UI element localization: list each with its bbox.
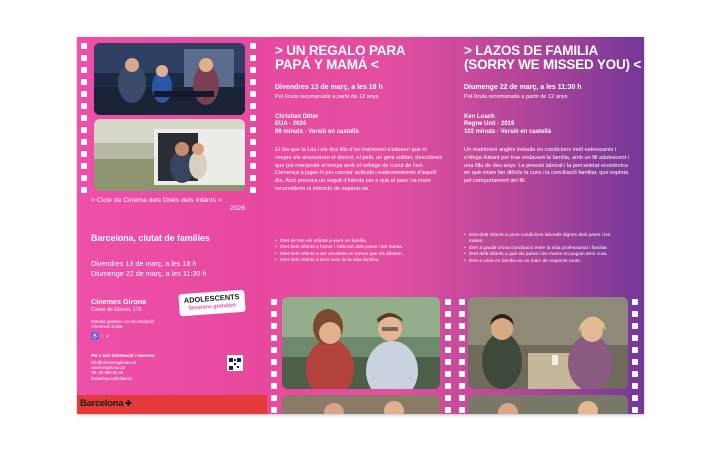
film-2-credits — [464, 114, 551, 136]
panel-program — [77, 37, 267, 414]
film-still-family-cinema — [94, 43, 245, 115]
adolescents-badge — [178, 290, 245, 317]
film-1-title-line1: > UN REGALO PARA — [275, 43, 406, 58]
cycle-title: > Cicle de Cinema dels Drets dels Infants < — [91, 197, 222, 204]
film-2-rights-list — [464, 233, 614, 265]
film-1-still-2 — [282, 395, 440, 414]
list-item: • Dret dels infants a ser escoltats en temes que els afecten. — [275, 252, 447, 258]
film-2-still-2 — [468, 395, 628, 414]
film-strip-right — [248, 37, 258, 414]
fine-print — [91, 319, 201, 329]
list-item: • Dret de tots els infants a viure en família. — [275, 239, 447, 245]
film-1-director: Christian Ditter — [275, 114, 319, 120]
badge-sublabel: Sessions gratuïtes — [188, 302, 237, 312]
film-2-still — [468, 297, 628, 389]
film-2-session: Diumenge 22 de març, a les 11:30 h — [464, 84, 582, 91]
film-2-runtime: 102 minuts · Versió en castellà — [464, 128, 552, 135]
info-line: barcelona.cat/infancia — [91, 375, 132, 381]
film-strip-right — [443, 295, 453, 414]
list-item: • Dret dels infants a tenir cura de la vida familiar. — [275, 258, 447, 264]
film-2-director: Ken Loach — [464, 114, 495, 120]
film-1-session: Divendres 13 de març, a les 18 h — [275, 84, 383, 91]
wheelchair-icon: ♿ — [91, 334, 101, 340]
film-strip-left — [269, 295, 279, 414]
barcelona-logo-text: Barcelona — [80, 398, 124, 409]
city-title: Barcelona, clutat de famílies — [91, 233, 210, 243]
film-2-title — [464, 44, 641, 72]
brochure — [77, 37, 644, 414]
info-line: info@cinemesgirona.cat — [91, 360, 136, 365]
venue-name: Cinemes Girona — [91, 297, 147, 306]
film-1-still — [282, 297, 440, 389]
film-still-van — [94, 119, 245, 191]
date-2: Diumenge 22 de març, a les 11:30 h — [91, 269, 207, 278]
film-2-synopsis: Un matrimoni anglès treballa en condicions molt estressants i s'ofega lluitant per tirar endavant la família, amb un fill adolescent i una filla de deu anys. La pressió laboral i la precarietat econòmica en què viuen fan difícils la cura i la conciliació familiar, que explota pel comportament del fill. — [464, 147, 629, 185]
film-1-title-line2: PAPÁ Y MAMÁ < — [275, 57, 379, 72]
info-heading: Per a més informació i reserves: — [91, 353, 156, 358]
panel-film-1 — [267, 37, 455, 414]
film-2-country-year: Regne Unit · 2019 — [464, 121, 515, 128]
audio-icon: ◐ — [106, 334, 112, 340]
film-strip-right — [630, 295, 640, 414]
list-item: • Dret dels infants a l'amor i l'afecció dels pares i les mares. — [275, 245, 447, 251]
film-1-synopsis: El dia que la Lila i els dos fills d'un matrimoni s'adonen que el vespre els anunciaran el divorci, el petit, un geni solitari, descobreix que pot manipular el temps amb el rellotge de cucut de l'avi. Comença a jugar-hi per canviar actituds i esdeveniments d'aquell dia. Això provoca un seguit d'intents per a què el pare i la mare reconsiderin la intenció de separar-se. — [275, 147, 443, 192]
qr-code — [227, 355, 243, 371]
film-2-title-line2: (SORRY WE MISSED YOU) < — [464, 57, 642, 72]
info-line: cinemesgirona.cat — [91, 365, 125, 371]
film-1-runtime: 86 minuts · Versió en castellà — [275, 128, 359, 135]
film-2-title-line1: > LAZOS DE FAMILIA — [464, 43, 599, 58]
film-strip-left — [457, 295, 467, 414]
panel-film-2 — [455, 37, 644, 414]
list-item: • Dret a viure en família en un marc de respecte mutu. — [464, 259, 614, 265]
info-lines — [91, 360, 136, 381]
list-item: • Dret a gaudir d'una conciliació entre la vida professional i familiar. — [464, 246, 614, 252]
accessibility-icons — [91, 333, 112, 340]
fine-print-line: Entrada gratuïta i no cal inscripció — [91, 319, 155, 324]
info-line: Tel. 93 450 88 26 — [91, 370, 124, 376]
film-strip-left — [79, 37, 89, 414]
hearing-loop-icon: ◌ — [100, 334, 107, 340]
barcelona-logo — [80, 398, 132, 409]
film-1-rating: Pel·lícula recomanada a partir de 12 anys — [275, 94, 379, 100]
film-2-rating: Pel·lícula recomanada a partir de 12 anys — [464, 94, 568, 100]
film-1-title — [275, 44, 405, 72]
film-1-country-year: EUA · 2024 — [275, 121, 307, 128]
badge-label: ADOLESCENTS — [183, 292, 240, 305]
cycle-year: 2026 — [229, 205, 245, 212]
date-1: Divendres 13 de març, a les 18 h — [91, 259, 197, 268]
fine-print-line: Aforament limitat — [91, 324, 123, 330]
film-1-rights-list — [275, 239, 447, 265]
shield-icon: ✚ — [123, 399, 132, 408]
venue-address: Carrer de Girona, 175 — [91, 307, 142, 313]
film-1-credits — [275, 114, 359, 136]
list-item: • Dret dels infants a unes condicions laborals dignes dels pares i les mares. — [464, 233, 614, 246]
list-item: • Dret dels infants a què els pares i les mares en puguin tenir cura. — [464, 252, 614, 258]
